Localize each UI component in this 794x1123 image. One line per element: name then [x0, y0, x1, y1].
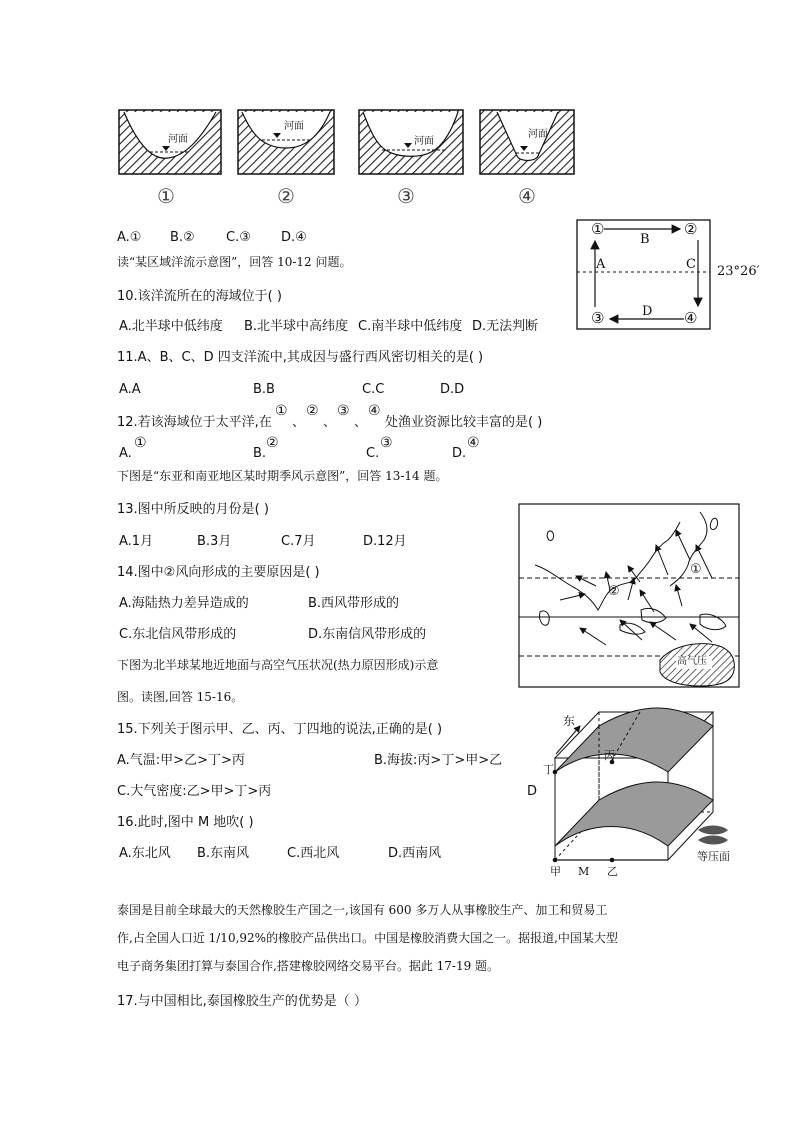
q12-option-b-mark: ② — [266, 435, 279, 451]
river-number-3: ③ — [397, 184, 415, 208]
q16-option-d: D.西南风 — [388, 846, 442, 861]
q12-option-a-mark: ① — [134, 435, 147, 451]
current-latitude-label: 23°26′ — [717, 264, 760, 279]
q16-stem: 16.此时,图中 M 地吹( ) — [117, 815, 254, 830]
q12-sep-3: 、 — [354, 415, 368, 430]
q12-mark-1: ① — [275, 403, 288, 419]
q14-option-d: D.东南信风带形成的 — [308, 627, 427, 642]
current-label-c: C — [686, 257, 696, 272]
q15-option-b: B.海拔:丙>丁>甲>乙 — [374, 753, 503, 768]
prev-option-c: C.③ — [226, 230, 251, 245]
q12-option-a: A. — [119, 446, 132, 461]
q13-option-d: D.12月 — [363, 534, 407, 549]
prev-option-a: A.① — [117, 230, 142, 245]
q12-option-c: C. — [366, 446, 380, 461]
q14-stem: 14.图中②风向形成的主要原因是( ) — [117, 565, 320, 580]
prev-option-b: B.② — [170, 230, 195, 245]
monsoon-label-2: ② — [608, 584, 620, 599]
q10-stem: 10.该洋流所在的海域位于( ) — [117, 289, 282, 304]
q10-option-c: C.南半球中低纬度 — [358, 319, 463, 334]
q12-mark-4: ④ — [368, 403, 381, 419]
q13-option-c: C.7月 — [281, 534, 316, 549]
current-label-a: A — [596, 257, 606, 272]
river-label-1: 河面 — [168, 134, 188, 145]
q12-sep-2: 、 — [323, 415, 337, 430]
intro-10-12: 读“某区域洋流示意图”，回答 10-12 问题。 — [117, 255, 352, 269]
passage-line-2: 作,占全国人口近 1/10,92%的橡胶产品供出口。中国是橡胶消费大国之一。据报道,中国某大型 — [117, 931, 618, 945]
q15-option-d: D — [527, 784, 538, 799]
passage-line-3: 电子商务集团打算与泰国合作,搭建橡胶网络交易平台。据此 17-19 题。 — [117, 959, 500, 973]
q10-option-d: D.无法判断 — [472, 319, 539, 334]
current-corner-4: ④ — [684, 309, 698, 327]
intro-15-16-line2: 图。读图,回答 15-16。 — [117, 690, 244, 704]
q15-option-c: C.大气密度:乙>甲>丁>丙 — [117, 784, 272, 799]
monsoon-label-1: ① — [690, 562, 702, 577]
prev-option-d: D.④ — [281, 230, 307, 245]
current-corner-3: ③ — [591, 309, 605, 327]
q16-option-c: C.西北风 — [287, 846, 340, 861]
pressure-label-ding: 丁 — [543, 763, 554, 776]
pressure-label-yi: 乙 — [607, 865, 618, 878]
q11-option-d: D.D — [440, 382, 465, 397]
q13-option-b: B.3月 — [197, 534, 232, 549]
pressure-label-m: M — [578, 865, 590, 878]
q10-option-a: A.北半球中低纬度 — [119, 319, 223, 334]
q13-stem: 13.图中所反映的月份是( ) — [117, 502, 269, 517]
current-label-b: B — [640, 232, 650, 247]
river-label-2: 河面 — [284, 121, 304, 132]
q15-stem: 15.下列关于图示甲、乙、丙、丁四地的说法,正确的是( ) — [117, 722, 443, 737]
q16-option-b: B.东南风 — [197, 846, 250, 861]
river-number-2: ② — [277, 184, 295, 208]
current-corner-2: ② — [684, 220, 698, 238]
q10-option-b: B.北半球中高纬度 — [244, 319, 349, 334]
q15-option-a: A.气温:甲>乙>丁>丙 — [117, 753, 245, 768]
pressure-label-jia: 甲 — [550, 865, 561, 878]
q13-option-a: A.1月 — [119, 534, 154, 549]
q12-stem-pre: 12.若该海域位于太平洋,在 — [117, 415, 272, 430]
q16-option-a: A.东北风 — [119, 846, 171, 861]
q12-sep-1: 、 — [292, 415, 306, 430]
river-number-4: ④ — [518, 184, 536, 208]
q12-option-d: D. — [452, 446, 467, 461]
intro-15-16-line1: 下图为北半球某地近地面与高空气压状况(热力原因形成)示意 — [117, 658, 439, 672]
q12-mark-3: ③ — [337, 403, 350, 419]
q12-stem-post: 处渔业资源比较丰富的是( ) — [385, 415, 543, 430]
current-label-d: D — [642, 304, 653, 319]
q12-option-b: B. — [253, 446, 267, 461]
passage-line-1: 泰国是目前全球最大的天然橡胶生产国之一,该国有 600 多万人从事橡胶生产、加工和贸易工 — [117, 903, 608, 917]
q12-option-c-mark: ③ — [380, 435, 393, 451]
river-label-4: 河面 — [528, 129, 548, 140]
q12-option-d-mark: ④ — [467, 435, 480, 451]
river-number-1: ① — [157, 184, 175, 208]
q14-option-a: A.海陆热力差异造成的 — [119, 596, 249, 611]
monsoon-label-high-pressure: 高气压 — [677, 656, 707, 667]
q14-option-b: B.西风带形成的 — [308, 596, 400, 611]
q11-option-a: A.A — [119, 382, 141, 397]
q12-mark-2: ② — [306, 403, 319, 419]
q11-stem: 11.A、B、C、D 四支洋流中,其成因与盛行西风密切相关的是( ) — [117, 350, 484, 365]
q11-option-c: C.C — [362, 382, 385, 397]
pressure-legend-label: 等压面 — [697, 850, 730, 863]
q11-option-b: B.B — [253, 382, 275, 397]
intro-13-14: 下图是“东亚和南亚地区某时期季风示意图”，回答 13-14 题。 — [117, 469, 448, 483]
river-label-3: 河面 — [414, 136, 434, 147]
current-corner-1: ① — [591, 220, 605, 238]
pressure-label-east: 东 — [563, 714, 576, 728]
q14-option-c: C.东北信风带形成的 — [119, 627, 237, 642]
pressure-label-bing: 丙 — [604, 749, 615, 762]
q17-stem: 17.与中国相比,泰国橡胶生产的优势是（ ） — [117, 994, 367, 1009]
